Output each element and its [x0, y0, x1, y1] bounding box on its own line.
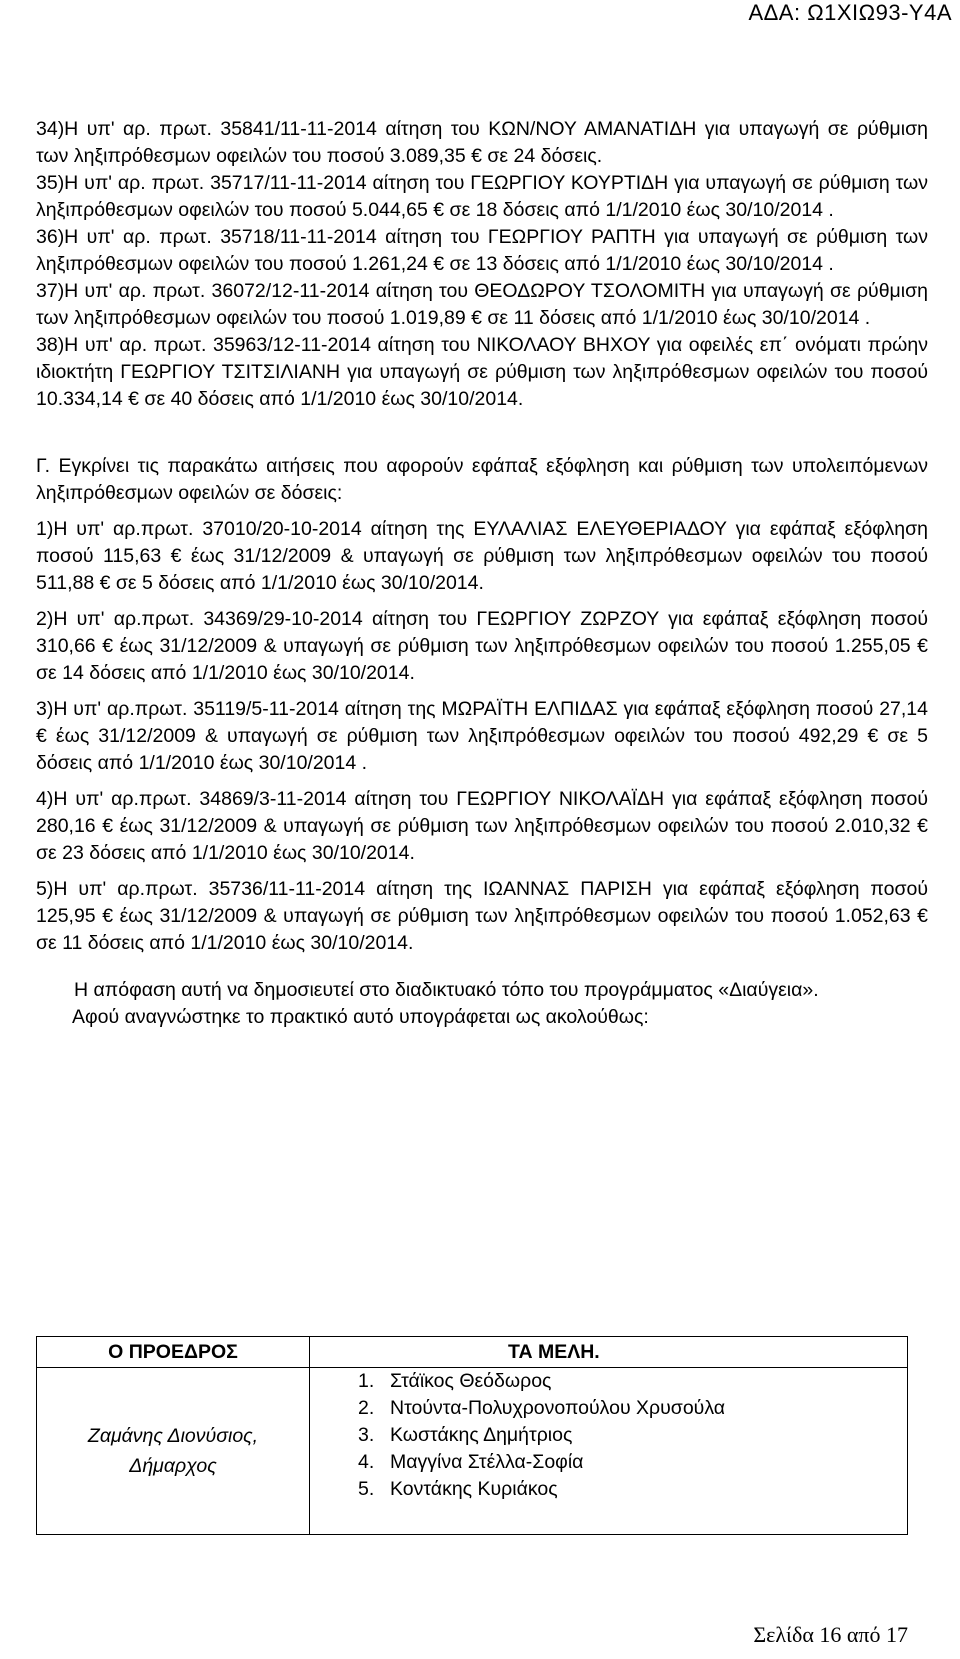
members-list: [322, 1368, 907, 1503]
member-number: 3.: [358, 1424, 375, 1446]
decision-item-34: 34)Η υπ' αρ. πρωτ. 35841/11-11-2014 αίτηση του ΚΩΝ/ΝΟΥ ΑΜΑΝΑΤΙΔΗ για υπαγωγή σε ρύθμιση των ληξιπρόθεσμων οφειλών του ποσού 3.089,35 € σε 24 δόσεις.: [36, 118, 928, 167]
decision-item-38: 38)Η υπ' αρ. πρωτ. 35963/12-11-2014 αίτηση του ΝΙΚΟΛΑΟΥ ΒΗΧΟΥ για οφειλές επ΄ ονόματι πρώην ιδιοκτήτη ΓΕΩΡΓΙΟΥ ΤΣΙΤΣΙΛΙΑΝΗ για υπαγωγή σε ρύθμιση των ληξιπρόθεσμων οφειλών του ποσού 10.334,14 € σε 40 δόσεις από 1/1/2010 έως 30/10/2014.: [36, 334, 928, 410]
member-number: 1.: [358, 1370, 375, 1392]
chair-name: Ζαμάνης Διονύσιος,: [87, 1425, 259, 1447]
member-name: Στάϊκος Θεόδωρος: [390, 1370, 552, 1392]
section-g-item-5: 5)Η υπ' αρ.πρωτ. 35736/11-11-2014 αίτηση της ΙΩΑΝΝΑΣ ΠΑΡΙΣΗ για εφάπαξ εξόφληση ποσού 125,95 € έως 31/12/2009 & υπαγωγή σε ρύθμιση των ληξιπρόθεσμων οφειλών του ποσού 1.052,63 € σε 11 δόσεις από 1/1/2010 έως 30/10/2014.: [36, 878, 928, 954]
page-number: Σελίδα 16 από 17: [753, 1622, 908, 1647]
section-g-item-3: 3)Η υπ' αρ.πρωτ. 35119/5-11-2014 αίτηση της ΜΩΡΑΪΤΗ ΕΛΠΙΔΑΣ για εφάπαξ εξόφληση ποσού 27,14 € έως 31/12/2009 & υπαγωγή σε ρύθμιση των ληξιπρόθεσμων οφειλών του ποσού 492,29 € σε 5 δόσεις από 1/1/2010 έως 30/10/2014 .: [36, 698, 928, 774]
decision-item-36: 36)Η υπ' αρ. πρωτ. 35718/11-11-2014 αίτηση του ΓΕΩΡΓΙΟΥ ΡΑΠΤΗ για υπαγωγή σε ρύθμιση των ληξιπρόθεσμων οφειλών του ποσού 1.261,24 € σε 13 δόσεις από 1/1/2010 έως 30/10/2014 .: [36, 226, 928, 275]
chair-header: Ο ΠΡΟΕΔΡΟΣ: [37, 1337, 310, 1368]
member-item: [358, 1449, 907, 1476]
members-header: [310, 1337, 908, 1368]
member-item: [358, 1476, 907, 1503]
decision-item-35: 35)Η υπ' αρ. πρωτ. 35717/11-11-2014 αίτηση του ΓΕΩΡΓΙΟΥ ΚΟΥΡΤΙΔΗ για υπαγωγή σε ρύθμιση των ληξιπρόθεσμων οφειλών του ποσού 5.044,65 € σε 18 δόσεις από 1/1/2010 έως 30/10/2014 .: [36, 172, 928, 221]
member-item: [358, 1395, 907, 1422]
member-number: 2.: [358, 1397, 375, 1419]
member-item: [358, 1368, 907, 1395]
chair-cell: [37, 1368, 310, 1535]
signatures-table: [36, 1336, 908, 1535]
member-name: Κωστάκης Δημήτριος: [390, 1424, 573, 1446]
publication-note: Η απόφαση αυτή να δημοσιευτεί στο διαδικτυακό τόπο του προγράμματος «Διαύγεια».: [74, 979, 819, 1001]
section-g-item-4: 4)Η υπ' αρ.πρωτ. 34869/3-11-2014 αίτηση του ΓΕΩΡΓΙΟΥ ΝΙΚΟΛΑΪΔΗ για εφάπαξ εξόφληση ποσού 280,16 € έως 31/12/2009 & υπαγωγή σε ρύθμιση των ληξιπρόθεσμων οφειλών του ποσού 2.010,32 € σε 23 δόσεις από 1/1/2010 έως 30/10/2014.: [36, 788, 928, 864]
members-header-text: ΤΑ ΜΕΛΗ.: [508, 1341, 600, 1363]
member-name: Ντούντα-Πολυχρονοπούλου Χρυσούλα: [390, 1397, 726, 1419]
ada-code: ΑΔΑ: Ω1ΧΙΩ93-Υ4Α: [748, 0, 952, 25]
document-body: [36, 116, 928, 1031]
section-g-intro: Γ. Εγκρίνει τις παρακάτω αιτήσεις που αφορούν εφάπαξ εξόφληση και ρύθμιση των υπολειπόμενων ληξιπρόθεσμων οφειλών σε δόσεις:: [36, 455, 928, 504]
member-name: Κοντάκης Κυριάκος: [390, 1478, 558, 1500]
member-number: 5.: [358, 1478, 375, 1500]
section-g-item-1: 1)Η υπ' αρ.πρωτ. 37010/20-10-2014 αίτηση της ΕΥΛΑΛΙΑΣ ΕΛΕΥΘΕΡΙΑΔΟΥ για εφάπαξ εξόφληση ποσού 115,63 € έως 31/12/2009 & υπαγωγή σε ρύθμιση των ληξιπρόθεσμων οφειλών του ποσού 511,88 € σε 5 δόσεις από 1/1/2010 έως 30/10/2014.: [36, 518, 928, 594]
signing-note: Αφού αναγνώστηκε το πρακτικό αυτό υπογράφεται ως ακολούθως:: [72, 1006, 649, 1028]
section-g-item-2: 2)Η υπ' αρ.πρωτ. 34369/29-10-2014 αίτηση του ΓΕΩΡΓΙΟΥ ΖΩΡΖΟΥ για εφάπαξ εξόφληση ποσού 310,66 € έως 31/12/2009 & υπαγωγή σε ρύθμιση των ληξιπρόθεσμων οφειλών του ποσού 1.255,05 € σε 14 δόσεις από 1/1/2010 έως 30/10/2014.: [36, 608, 928, 684]
member-name: Μαγγίνα Στέλλα-Σοφία: [390, 1451, 584, 1473]
member-item: [358, 1422, 907, 1449]
members-cell: [310, 1368, 908, 1535]
member-number: 4.: [358, 1451, 375, 1473]
chair-title: Δήμαρχος: [129, 1455, 217, 1477]
decision-item-37: 37)Η υπ' αρ. πρωτ. 36072/12-11-2014 αίτηση του ΘΕΟΔΩΡΟΥ ΤΣΟΛΟΜΙΤΗ για υπαγωγή σε ρύθμιση των ληξιπρόθεσμων οφειλών του ποσού 1.019,89 € σε 11 δόσεις από 1/1/2010 έως 30/10/2014 .: [36, 280, 928, 329]
